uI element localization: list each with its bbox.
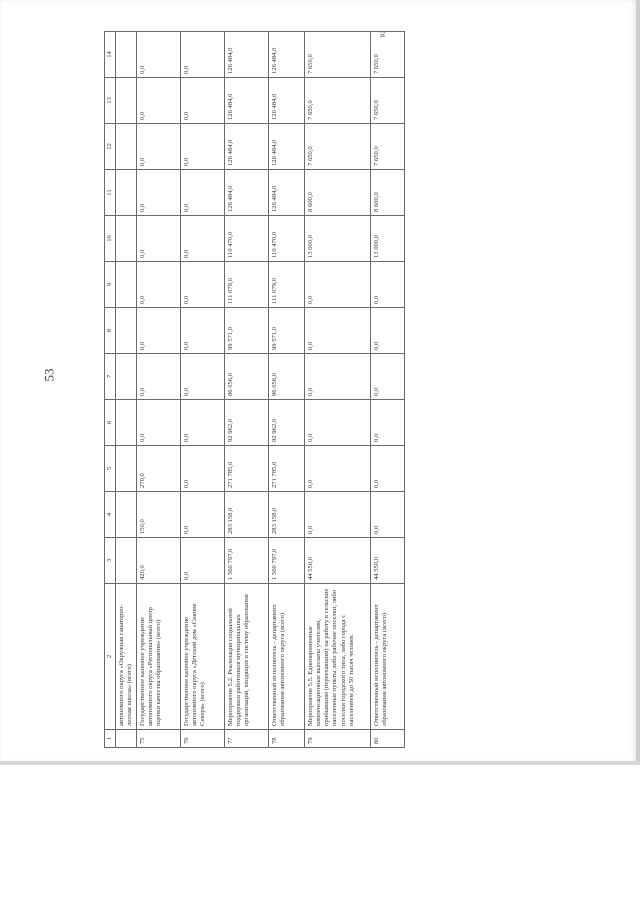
value-cell: 111 079,0: [269, 262, 305, 308]
value-cell: 126 484,0: [225, 32, 269, 78]
value-cell: 13 000,0: [305, 216, 371, 262]
value-cell: 110 470,0: [269, 216, 305, 262]
row-description-cell: Государственное казенное учреждение автономного округа «Региональный центр оценки качества образования» (всего): [137, 584, 181, 730]
value-cell: 420,0: [137, 538, 181, 584]
value-cell: [116, 124, 137, 170]
value-cell: [116, 78, 137, 124]
value-cell: 0,0: [371, 446, 405, 492]
value-cell: [116, 32, 137, 78]
value-cell: 126 484,0: [269, 32, 305, 78]
value-cell: [116, 446, 137, 492]
value-cell: 86 056,0: [225, 354, 269, 400]
value-cell: 0,0: [181, 354, 225, 400]
row-index-cell: 79: [305, 730, 371, 748]
value-cell: [116, 216, 137, 262]
value-cell: 99 571,0: [269, 308, 305, 354]
value-cell: 99 571,0: [225, 308, 269, 354]
value-cell: 283 158,0: [269, 492, 305, 538]
value-cell: 0,0: [305, 308, 371, 354]
value-cell: 0,0: [181, 308, 225, 354]
value-cell: 13 000,0: [371, 216, 405, 262]
value-cell: 270,0: [137, 446, 181, 492]
value-cell: 0,0: [305, 262, 371, 308]
value-cell: 92 962,0: [269, 400, 305, 446]
value-cell: 8 600,0: [305, 170, 371, 216]
value-cell: 0,0: [137, 354, 181, 400]
header-cell: 5: [105, 446, 116, 492]
header-cell: 7: [105, 354, 116, 400]
row-description-cell: автономного округа «Окружная санаторно-лесная школа» (всего): [116, 584, 137, 730]
value-cell: 283 158,0: [225, 492, 269, 538]
row-index-cell: 76: [181, 730, 225, 748]
row-description-cell: Мероприятие 5.2. Реализация социальной поддержки работников муниципальных организаций, входящих в систему образования: [225, 584, 269, 730]
header-cell: 6: [105, 400, 116, 446]
page-number: 53: [41, 368, 57, 382]
value-cell: 111 079,0: [225, 262, 269, 308]
value-cell: 0,0: [181, 78, 225, 124]
value-cell: 44 550,0: [371, 538, 405, 584]
value-cell: [116, 308, 137, 354]
value-cell: 0,0: [181, 170, 225, 216]
value-cell: 150,0: [137, 492, 181, 538]
scan-shadow-bottom: [0, 761, 640, 765]
row-index-cell: 77: [225, 730, 269, 748]
value-cell: 0,0: [137, 400, 181, 446]
value-cell: 0,0: [181, 492, 225, 538]
row-index-cell: [116, 730, 137, 748]
value-cell: 1 560 797,0: [269, 538, 305, 584]
header-cell: 12: [105, 124, 116, 170]
header-cell: 13: [105, 78, 116, 124]
budget-table: [104, 31, 405, 748]
value-cell: 271 785,0: [225, 446, 269, 492]
header-row: [105, 32, 116, 748]
value-cell: 0,0: [371, 492, 405, 538]
value-cell: [116, 170, 137, 216]
value-cell: 44 550,0: [305, 538, 371, 584]
value-cell: 7 650,0: [371, 32, 405, 78]
value-cell: 8 600,0: [371, 170, 405, 216]
scan-shadow-edge: [636, 0, 640, 765]
value-cell: 7 650,0: [371, 124, 405, 170]
value-cell: 0,0: [305, 492, 371, 538]
value-cell: 0,0: [137, 78, 181, 124]
value-cell: 126 484,0: [269, 124, 305, 170]
value-cell: [116, 400, 137, 446]
value-cell: [116, 262, 137, 308]
value-cell: 0,0: [371, 354, 405, 400]
value-cell: 126 484,0: [225, 170, 269, 216]
header-cell: 8: [105, 308, 116, 354]
header-cell: 10: [105, 216, 116, 262]
value-cell: 0,0: [137, 32, 181, 78]
header-cell: 1: [105, 730, 116, 748]
row-description-cell: Государственное казенное учреждение автономного округа «Детский дом «Сияние Севера» (всего): [181, 584, 225, 730]
value-cell: 0,0: [181, 446, 225, 492]
value-cell: [116, 354, 137, 400]
value-cell: 126 484,0: [269, 170, 305, 216]
value-cell: 0,0: [181, 32, 225, 78]
row-description-cell: Ответственный исполнитель - департамент образования автономного округа (всего): [269, 584, 305, 730]
table-row: [116, 32, 137, 748]
value-cell: 7 650,0: [305, 78, 371, 124]
value-cell: 126 484,0: [225, 78, 269, 124]
header-cell: 14: [105, 32, 116, 78]
value-cell: [116, 492, 137, 538]
value-cell: 0,0: [137, 262, 181, 308]
value-cell: 126 484,0: [225, 124, 269, 170]
value-cell: 92 962,0: [225, 400, 269, 446]
header-cell: 4: [105, 492, 116, 538]
value-cell: 126 484,0: [269, 78, 305, 124]
value-cell: 86 056,0: [269, 354, 305, 400]
value-cell: 0,0: [371, 262, 405, 308]
value-cell: 1 560 797,0: [225, 538, 269, 584]
table-row: [225, 32, 269, 748]
row-index-cell: 75: [137, 730, 181, 748]
table-body: [105, 32, 405, 748]
value-cell: 110 470,0: [225, 216, 269, 262]
table-rotated-wrapper: [104, 32, 388, 748]
header-cell: 3: [105, 538, 116, 584]
value-cell: 0,0: [181, 124, 225, 170]
corner-mark: в;: [377, 31, 387, 38]
value-cell: 7 650,0: [371, 78, 405, 124]
table-row: [181, 32, 225, 748]
header-cell: 2: [105, 584, 116, 730]
row-description-cell: Мероприятие 5.5. Единовременные компенсационные выплаты учителям, прибывшим (переехавшим) на работу в сельские населенные пункты либо рабочие поселки, либо поселки городского типа, либо города с населением до 50 тысяч человек: [305, 584, 371, 730]
table-row: [269, 32, 305, 748]
value-cell: 0,0: [137, 170, 181, 216]
header-cell: 11: [105, 170, 116, 216]
value-cell: 0,0: [137, 216, 181, 262]
value-cell: 0,0: [305, 354, 371, 400]
value-cell: 0,0: [305, 400, 371, 446]
row-description-cell: Ответственный исполнитель - департамент образования автономного округа (всего): [371, 584, 405, 730]
value-cell: 0,0: [181, 216, 225, 262]
value-cell: 0,0: [181, 262, 225, 308]
row-index-cell: 80: [371, 730, 405, 748]
value-cell: 7 650,0: [305, 124, 371, 170]
row-index-cell: 78: [269, 730, 305, 748]
value-cell: 0,0: [371, 308, 405, 354]
value-cell: 0,0: [137, 124, 181, 170]
value-cell: 0,0: [181, 400, 225, 446]
table-row: [371, 32, 405, 748]
value-cell: 0,0: [137, 308, 181, 354]
value-cell: 0,0: [181, 538, 225, 584]
value-cell: [116, 538, 137, 584]
table-row: [137, 32, 181, 748]
header-cell: 9: [105, 262, 116, 308]
value-cell: 0,0: [371, 400, 405, 446]
value-cell: 271 785,0: [269, 446, 305, 492]
value-cell: 7 650,0: [305, 32, 371, 78]
table-row: [305, 32, 371, 748]
value-cell: 0,0: [305, 446, 371, 492]
